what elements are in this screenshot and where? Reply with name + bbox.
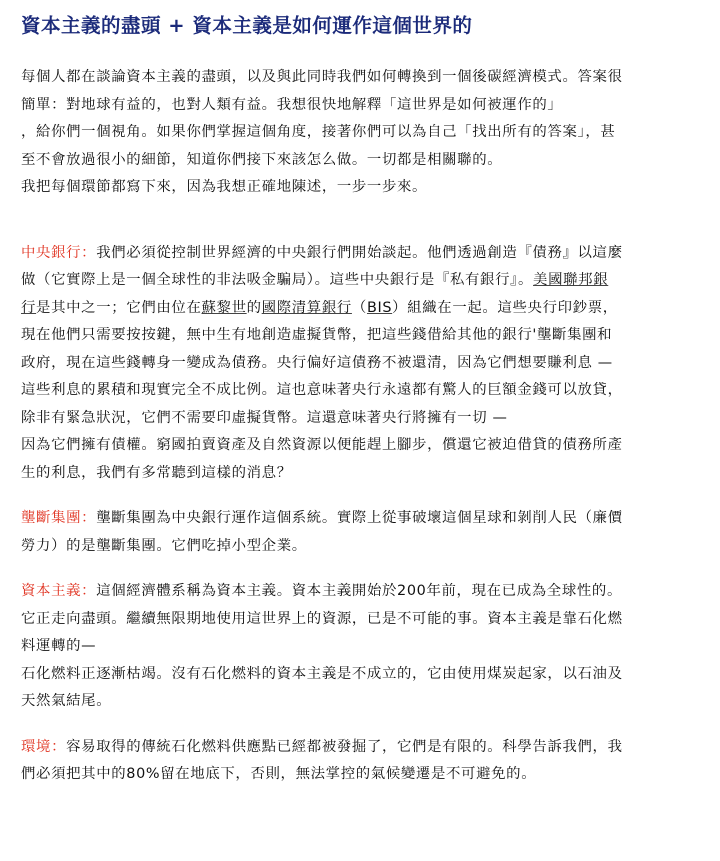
- intro-line: 每個人都在談論資本主義的盡頭，以及與此同時我們如何轉換到一個後碳經濟模式。答案很: [21, 69, 623, 85]
- central-banks-line: 因為它們擁有債權。窮國拍賣資產及自然資源以便能趕上腳步，償還它被迫借貸的債務所產: [21, 437, 623, 453]
- capitalism-line: [21, 578, 700, 606]
- central-banks-line: 這些利息的累積和現實完全不成比例。這也意味著央行永遠都有驚人的巨額金錢可以放貸，: [21, 382, 623, 398]
- capitalism-line: 石化燃料正逐漸枯竭。沒有石化燃料的資本主義是不成立的，它由使用煤炭起家，以石油及: [21, 665, 623, 682]
- section-spacer: [21, 560, 700, 578]
- intro-line: 簡單：對地球有益的，也對人類有益。我想很快地解釋「這世界是如何被運作的」: [21, 96, 563, 113]
- intro-paragraph: [21, 64, 700, 202]
- environment-term: 環境：: [21, 738, 67, 755]
- central-banks-line: 現在他們只需要按按鍵，無中生有地創造虛擬貨幣，把這些錢借給其他的銀行'壟斷集團和: [21, 327, 613, 343]
- section-spacer: [21, 202, 700, 240]
- bis-full-link[interactable]: 國際清算銀行: [261, 299, 352, 316]
- central-banks-text: ）組織在一起。這些央行印鈔票，: [392, 299, 618, 316]
- basel-link[interactable]: 蘇黎世: [201, 299, 247, 316]
- capitalism-line: 天然氣結尾。: [21, 693, 112, 709]
- central-banks-text: 是其中之一；它們由位在: [36, 299, 202, 316]
- central-banks-line: 生的利息，我們有多常聽到這樣的消息？: [21, 464, 292, 481]
- monopolies-line: [21, 505, 700, 533]
- central-banks-line: [21, 295, 700, 323]
- capitalism-text: 這個經濟體系稱為資本主義。資本主義開始於200年前，現在已成為全球性的。: [96, 583, 622, 599]
- article-title: 資本主義的盡頭 + 資本主義是如何運作這個世界的: [21, 14, 473, 37]
- environment-line: [21, 734, 700, 762]
- central-banks-text: 做（它實際上是一個全球性的非法吸金騙局）。這些中央銀行是『私有銀行』。: [21, 272, 534, 288]
- central-banks-term: 中央銀行：: [21, 244, 97, 261]
- central-banks-line: 政府，現在這些錢轉身一變成為債務。央行偏好這債務不被還清，因為它們想要賺利息 —: [21, 354, 613, 371]
- section-spacer: [21, 716, 700, 734]
- central-banks-text: （: [351, 299, 367, 316]
- capitalism-line: 料運轉的—: [21, 638, 97, 654]
- environment-text: 容易取得的傳統石化燃料供應點已經都被發掘了，它們是有限的。科學告訴我們，我: [66, 738, 623, 755]
- central-banks-line: [21, 240, 700, 268]
- federal-reserve-link[interactable]: 美國聯邦銀: [533, 272, 609, 288]
- central-banks-text: 我們必須從控制世界經濟的中央銀行們開始談起。他們透過創造『債務』以這麼: [96, 244, 623, 261]
- intro-line: ，給你們一個視角。如果你們掌握這個角度，接著你們可以為自己「找出所有的答案」，甚: [21, 124, 616, 140]
- monopolies-text: 壟斷集團為中央銀行運作這個系統。實際上從事破壞這個星球和剝削人民（廉價: [96, 510, 623, 526]
- central-banks-text: 的: [246, 299, 262, 316]
- central-banks-line: 除非有緊急狀況，它們不需要印虛擬貨幣。這還意味著央行將擁有一切 —: [21, 409, 508, 426]
- federal-reserve-link[interactable]: 行: [21, 299, 37, 316]
- section-spacer: [21, 487, 700, 505]
- monopolies-paragraph: [21, 505, 700, 560]
- bis-link[interactable]: BIS: [366, 299, 393, 316]
- capitalism-paragraph: [21, 578, 700, 716]
- environment-line: 們必須把其中的80%留在地底下，否則，無法掌控的氣候變遷是不可避免的。: [21, 766, 537, 782]
- capitalism-line: 它正走向盡頭。繼續無限期地使用這世界上的資源，已是不可能的事。資本主義是靠石化燃: [21, 610, 623, 627]
- monopolies-term: 壟斷集團：: [21, 510, 97, 526]
- intro-line: 至不會放過很小的細節，知道你們接下來該怎么做。一切都是相關聯的。: [21, 151, 503, 168]
- central-banks-paragraph: [21, 240, 700, 488]
- capitalism-term: 資本主義：: [21, 583, 97, 599]
- central-banks-line: [21, 267, 700, 295]
- monopolies-line: 勞力）的是壟斷集團。它們吃掉小型企業。: [21, 537, 307, 554]
- environment-paragraph: [21, 734, 700, 789]
- intro-line: 我把每個環節都寫下來，因為我想正確地陳述，一步一步來。: [21, 179, 428, 195]
